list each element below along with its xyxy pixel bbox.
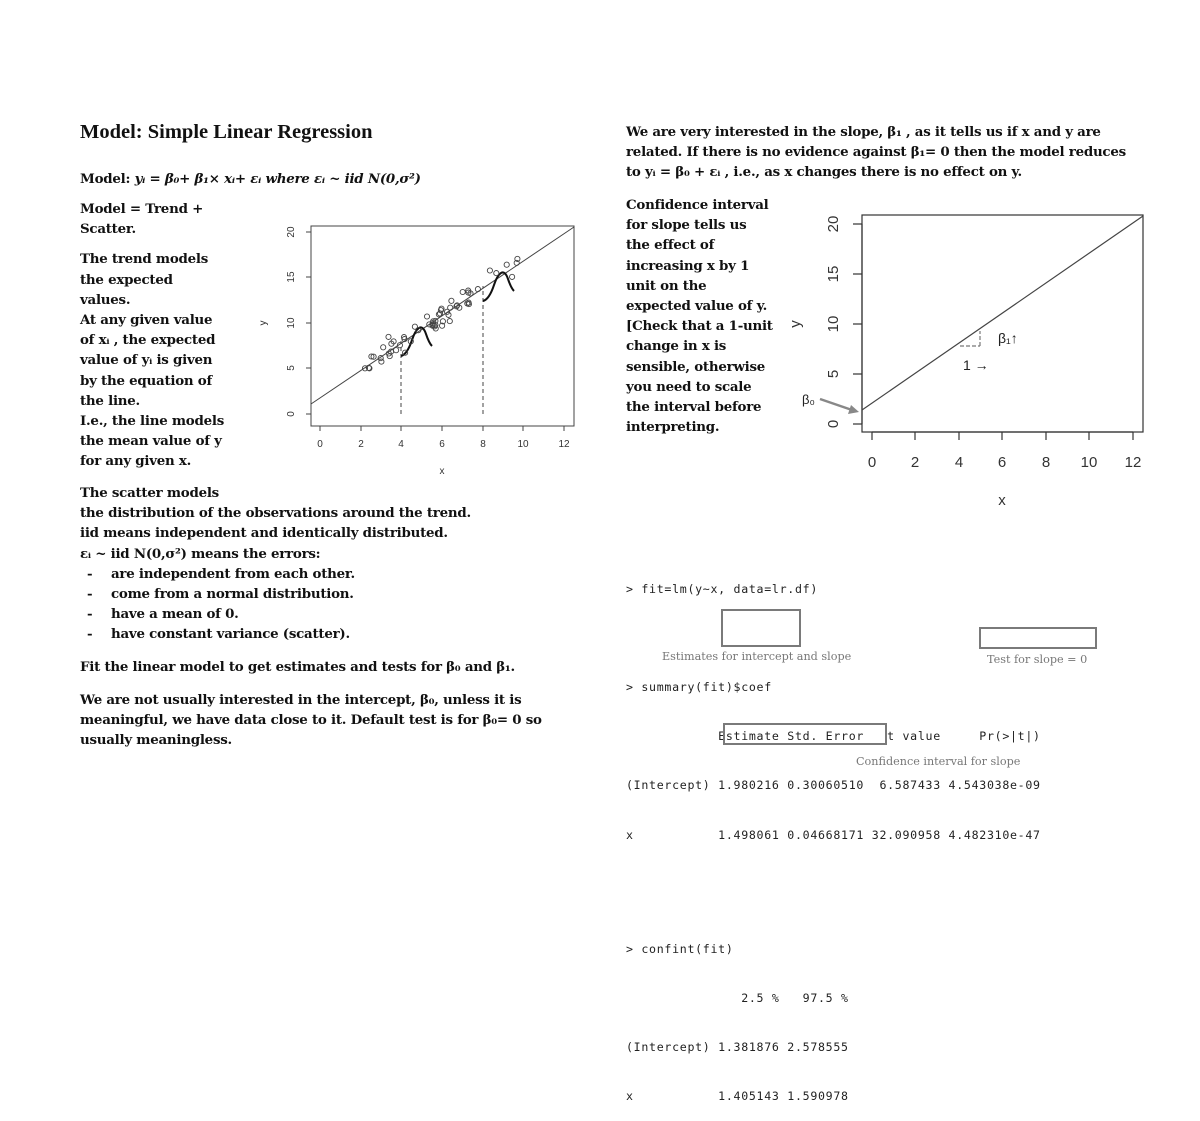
model-prefix: Model: <box>80 171 135 187</box>
x-axis <box>320 426 564 431</box>
ci-line: expected value of y. <box>626 298 767 315</box>
trend-line: the mean value of y <box>80 433 222 450</box>
scatter-point <box>447 319 452 324</box>
scatter-point <box>386 334 391 339</box>
code-line: (Intercept) 1.980216 0.30060510 6.587433 4.543038e-09 <box>626 778 1041 793</box>
bullet-item: - are independent from each other. <box>80 564 471 584</box>
scatter-line: iid means independent and identically distributed. <box>80 525 448 542</box>
intercept-text <box>80 690 542 751</box>
x-tick-label: 2 <box>910 454 920 471</box>
trend-line: value of yᵢ is given <box>80 352 213 369</box>
x-tick-label: 2 <box>358 439 364 450</box>
intercept-line: We are not usually interested in the intercept, β₀, unless it is <box>80 692 522 708</box>
scatter-point <box>494 271 499 276</box>
bullet-item: - have constant variance (scatter). <box>80 624 471 644</box>
x-tick-label: 4 <box>954 454 964 471</box>
trend-line: the expected <box>80 271 173 288</box>
ci-line: unit on the <box>626 277 707 294</box>
scatter-point <box>394 348 399 353</box>
x-tick-label: 12 <box>1124 454 1142 471</box>
scatter-line: εᵢ ~ iid N(0,σ²) means the errors: <box>80 545 321 562</box>
ci-line: the effect of <box>626 237 715 254</box>
scatter-point <box>475 287 480 292</box>
ci-line: interpreting. <box>626 419 720 436</box>
ci-line: sensible, otherwise <box>626 358 766 375</box>
model-equation <box>80 169 421 189</box>
trend-line: for any given x. <box>80 453 192 470</box>
ci-line: you need to scale <box>626 378 752 395</box>
plot2-frame <box>862 215 1143 432</box>
scatter-text <box>80 483 471 645</box>
y-tick-label: 15 <box>286 271 297 283</box>
scatter-points <box>362 256 520 371</box>
y-tick-label: 0 <box>825 419 842 429</box>
scatter-point <box>446 312 451 317</box>
x-tick-label: 6 <box>439 439 445 450</box>
scatter-point <box>449 298 454 303</box>
intro-line: to yᵢ = β₀ + εᵢ , i.e., as x changes there is no effect on y. <box>626 164 1022 181</box>
model-eq: yᵢ = β₀+ β₁× xᵢ+ εᵢ where εᵢ ~ iid N(0,σ²) <box>134 171 421 187</box>
trend-line: by the equation of <box>80 372 212 389</box>
x-tick-label: 10 <box>1080 454 1098 471</box>
trend-line: Scatter. <box>80 221 136 238</box>
code-line: x 1.405143 1.590978 <box>626 1089 849 1104</box>
trend-line: Model = Trend + <box>80 201 204 217</box>
y-tick-label: 10 <box>286 317 297 329</box>
x-tick-label: 10 <box>517 439 529 450</box>
x-axis-label: x <box>998 492 1006 509</box>
plot2-x-axis <box>872 432 1133 440</box>
ci-caption: Confidence interval for slope <box>856 755 1021 768</box>
x-tick-label: 0 <box>867 454 877 471</box>
y-tick-label: 20 <box>286 226 297 238</box>
trend-text <box>80 199 224 472</box>
bullet-item: - come from a normal distribution. <box>80 584 471 604</box>
slope-intro <box>626 122 1126 183</box>
trend-line: At any given value <box>80 312 213 329</box>
x-axis-label: x <box>439 466 445 477</box>
estimates-highlight-box <box>721 609 801 647</box>
trend-line: I.e., the line models <box>80 413 224 430</box>
scatter-line: The scatter models <box>80 485 219 501</box>
ci-line: [Check that a 1-unit <box>626 318 773 335</box>
code-line: > confint(fit) <box>626 941 734 956</box>
code-line: > summary(fit)$coef <box>626 679 772 694</box>
ci-highlight-box <box>723 723 887 745</box>
bullet-item: - have a mean of 0. <box>80 604 471 624</box>
trend-line: values. <box>80 291 131 308</box>
fit-text: Fit the linear model to get estimates and tests for β₀ and β₁. <box>80 659 515 675</box>
x-tick-label: 8 <box>1041 454 1051 471</box>
regression-line <box>311 227 574 404</box>
scatter-point <box>460 289 465 294</box>
code-line: x 1.498061 0.04668171 32.090958 4.482310e-47 <box>626 827 1041 842</box>
estimates-caption: Estimates for intercept and slope <box>662 650 852 663</box>
beta0-arrow-shaft <box>820 399 852 410</box>
y-tick-label: 20 <box>825 215 842 233</box>
code-line: 2.5 % 97.5 % <box>626 990 849 1005</box>
y-tick-label: 15 <box>825 265 842 283</box>
scatter-point <box>381 345 386 350</box>
y-tick-label: 10 <box>825 315 842 333</box>
y-axis-label: y <box>258 320 269 326</box>
scatter-point <box>379 359 384 364</box>
y-tick-label: 5 <box>825 369 842 379</box>
beta0-label: β₀ <box>802 392 815 407</box>
x-tick-label: 0 <box>317 439 323 450</box>
scatter-point <box>445 309 450 314</box>
ci-line: Confidence interval <box>626 197 769 213</box>
scatter-point <box>509 274 514 279</box>
ci-line: for slope tells us <box>626 217 747 234</box>
scatter-point <box>412 324 417 329</box>
run-label: 1 → <box>963 357 989 373</box>
y-axis-label: y <box>787 320 804 328</box>
x-tick-label: 12 <box>558 439 570 450</box>
code-line: > fit=lm(y~x, data=lr.df) <box>626 581 819 596</box>
trend-line: the line. <box>80 392 140 409</box>
ci-line: the interval before <box>626 399 762 416</box>
page-title: Model: Simple Linear Regression <box>80 121 373 143</box>
x-tick-label: 6 <box>997 454 1007 471</box>
scatter-point <box>487 268 492 273</box>
fitted-line <box>862 216 1143 410</box>
regression-scatter-plot <box>250 215 585 480</box>
code-line: (Intercept) 1.381876 2.578555 <box>626 1039 849 1054</box>
intro-line: We are very interested in the slope, β₁ , as it tells us if x and y are <box>626 124 1101 140</box>
intercept-line: usually meaningless. <box>80 732 232 749</box>
intro-line: related. If there is no evidence against β₁= 0 then the model reduces <box>626 144 1126 161</box>
trend-line: The trend models <box>80 251 209 268</box>
beta1-label: β₁↑ <box>998 330 1018 346</box>
slope-test-highlight-box <box>979 627 1097 649</box>
intercept-line: meaningful, we have data close to it. Default test is for β₀= 0 so <box>80 712 542 729</box>
y-axis <box>306 232 311 414</box>
y-tick-label: 5 <box>286 365 297 371</box>
scatter-point <box>504 262 509 267</box>
plot2-y-axis <box>853 224 862 424</box>
x-tick-label: 8 <box>480 439 486 450</box>
code-line: Estimate Std. Error t value Pr(>|t|) <box>626 729 1041 744</box>
slope-intercept-plot <box>780 200 1160 515</box>
ci-text <box>626 195 773 437</box>
trend-line: of xᵢ , the expected <box>80 332 216 349</box>
scatter-point <box>424 314 429 319</box>
scatter-line: the distribution of the observations around the trend. <box>80 505 471 522</box>
x-tick-label: 4 <box>398 439 404 450</box>
slope-test-caption: Test for slope = 0 <box>987 653 1088 666</box>
plot-frame <box>311 226 574 426</box>
y-tick-label: 0 <box>286 411 297 417</box>
beta0-arrow-head <box>848 405 859 414</box>
ci-line: increasing x by 1 <box>626 257 750 274</box>
ci-line: change in x is <box>626 338 727 355</box>
